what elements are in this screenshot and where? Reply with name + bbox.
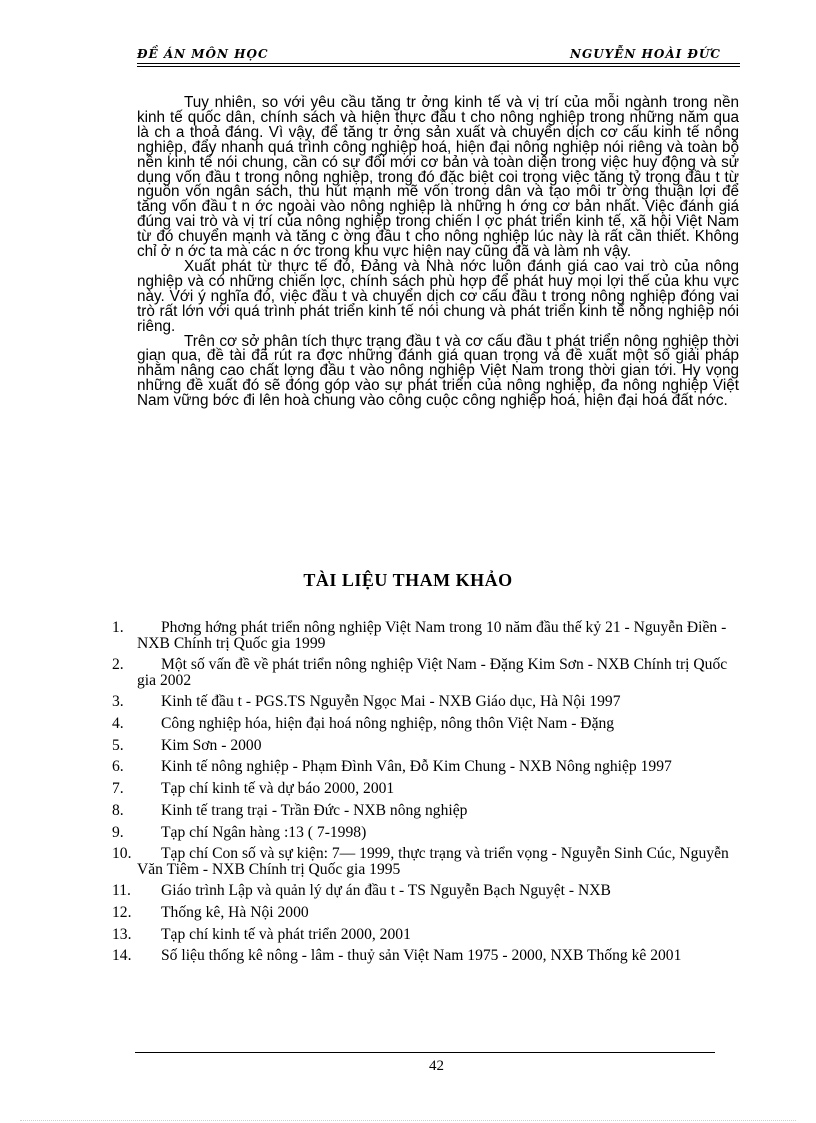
reference-number: 10. (112, 845, 132, 863)
reference-number: 12. (112, 904, 132, 922)
reference-text: Số liệu thống kê nông - lâm - thuỷ sản Việt Nam 1975 - 2000, NXB Thống kê 2001 (161, 947, 682, 965)
reference-number: 13. (112, 925, 132, 943)
reference-number: 6. (112, 758, 124, 776)
reference-item-1 (112, 620, 740, 651)
reference-text: Kim Sơn - 2000 (161, 736, 262, 754)
reference-text: Một số vấn đề về phát triển nông nghiệp Việt Nam - Đặng Kim Sơn - NXB Chính trị Quốc gia 2002 (137, 656, 728, 689)
reference-item-2 (112, 657, 740, 688)
reference-item-11 (112, 883, 740, 899)
header-divider-second (137, 66, 740, 67)
reference-text: Tạp chí kinh tế và phát triển 2000, 2001 (161, 925, 411, 943)
reference-item-12 (112, 905, 740, 921)
references-title: TÀI LIỆU THAM KHẢO (303, 570, 513, 590)
reference-number: 3. (112, 693, 124, 711)
references-list (112, 620, 740, 970)
header-right-author: NGUYỄN HOÀI ĐỨC (570, 47, 721, 61)
paragraph-1: Tuy nhiên, so với yêu cầu tăng tr ởng kinh tế và vị trí của mỗi ngành trong nền kinh tế quốc dân, chính sách và hiện thực đầu t cho nông nghiệp trong những năm qua là ch a thoả đáng. Vì vậy, để tăng tr ởng sản xuất và chuyển dịch cơ cấu kinh tế nông nghiệp, đẩy nhanh quá trình công nghiệp hoá, hiện đại nông nghiệp nói riêng và toàn bộ nền kinh tế nói chung, cần có sự đổi mới cơ bản và toàn diện trong việc huy động và sử dụng vốn đầu t trong nông nghiệp, trong đó đặc biệt coi trọng việc tăng tỷ trọng đầu t từ nguồn vốn ngân sách, thu hút mạnh mẽ vốn trong dân và tạo môi tr ờng thuận lợi để tăng vốn đầu t n ớc ngoài vào nông nghiệp là những h ớng cơ bản nhất. Việc đánh giá đúng vai trò và vị trí của nông nghiệp trong chiến l ợc phát triển kinh tế, xã hội Việt Nam từ đó chuyển mạnh và tăng c ờng đầu t cho nông nghiệp lúc này là rất cần thiết. Không chỉ ở n ớc ta mà các n ớc trong khu vực hiện nay cũng đã và làm nh vậy. (137, 94, 739, 261)
reference-text: Tạp chí Con số và sự kiện: 7— 1999, thực trạng và triển vọng - Nguyễn Sinh Cúc, Nguyễn Văn Tiêm - NXB Chính trị Quốc gia 1995 (137, 845, 729, 878)
reference-number: 4. (112, 715, 124, 733)
reference-item-7 (112, 781, 740, 797)
reference-item-9 (112, 825, 740, 841)
reference-number: 14. (112, 947, 132, 965)
reference-text: Phơng hớng phát triển nông nghiệp Việt Nam trong 10 năm đầu thế kỷ 21 - Nguyễn Điền - NXB Chính trị Quốc gia 1999 (137, 619, 727, 652)
header-left-title: ĐỀ ÁN MÔN HỌC (137, 47, 269, 61)
reference-item-8 (112, 803, 740, 819)
reference-text: Kinh tế trang trại - Trần Đức - NXB nông nghiệp (161, 801, 468, 819)
body-text (137, 96, 739, 409)
reference-item-3 (112, 694, 740, 710)
reference-number: 9. (112, 823, 124, 841)
reference-text: Công nghiệp hóa, hiện đại hoá nông nghiệp, nông thôn Việt Nam - Đặng (161, 715, 615, 733)
reference-text: Kinh tế nông nghiệp - Phạm Đình Vân, Đỗ Kim Chung - NXB Nông nghiệp 1997 (161, 758, 672, 776)
page-bottom-border (20, 1120, 796, 1121)
page-number: 42 (429, 1058, 444, 1074)
reference-number: 5. (112, 736, 124, 754)
header-divider (137, 63, 740, 64)
reference-item-5 (112, 738, 740, 754)
reference-text: Kinh tế đầu t - PGS.TS Nguyễn Ngọc Mai - NXB Giáo dục, Hà Nội 1997 (161, 693, 621, 711)
paragraph-2: Xuất phát từ thực tế đó, Đảng và Nhà nớc luôn đánh giá cao vai trò của nông nghiệp và có những chiến lợc, chính sách phù hợp để phát huy mọi lợi thế của khu vực này. Với ý nghĩa đó, việc đầu t và chuyển dịch cơ cấu đầu t trong nông nghiệp đóng vai trò rất lớn với quá trình phát triển kinh tế nói chung và phát triển kinh tế nông nghiệp nói riêng. (137, 257, 739, 335)
reference-number: 7. (112, 780, 124, 798)
reference-text: Thống kê, Hà Nội 2000 (161, 904, 309, 922)
reference-item-14 (112, 948, 740, 964)
reference-number: 2. (112, 656, 124, 674)
reference-number: 8. (112, 801, 124, 819)
reference-text: Giáo trình Lập và quản lý dự án đầu t - TS Nguyễn Bạch Nguyệt - NXB (161, 882, 611, 900)
footer-divider (135, 1052, 715, 1053)
reference-text: Tạp chí Ngân hàng :13 ( 7-1998) (161, 823, 367, 841)
reference-number: 1. (112, 619, 124, 636)
reference-item-4 (112, 716, 740, 732)
reference-item-6 (112, 759, 740, 775)
reference-item-10 (112, 846, 740, 877)
reference-number: 11. (112, 882, 131, 900)
reference-text: Tạp chí kinh tế và dự báo 2000, 2001 (161, 780, 395, 798)
paragraph-3: Trên cơ sở phân tích thực trạng đầu t và cơ cấu đầu t phát triển nông nghiệp thời gian qua, đề tài đã rút ra đợc những đánh giá quan trọng và đề xuất một số giải pháp nhằm nâng cao chất lợng đầu t vào nông nghiệp Việt Nam trong thời gian tới. Hy vọng những đề xuất đó sẽ đóng góp vào sự phát triển của nông nghiệp, đa nông nghiệp Việt Nam vững bớc đi lên hoà chung vào công cuộc công nghiệp hoá, hiện đại hoá đất nớc. (137, 332, 739, 410)
reference-item-13 (112, 927, 740, 943)
